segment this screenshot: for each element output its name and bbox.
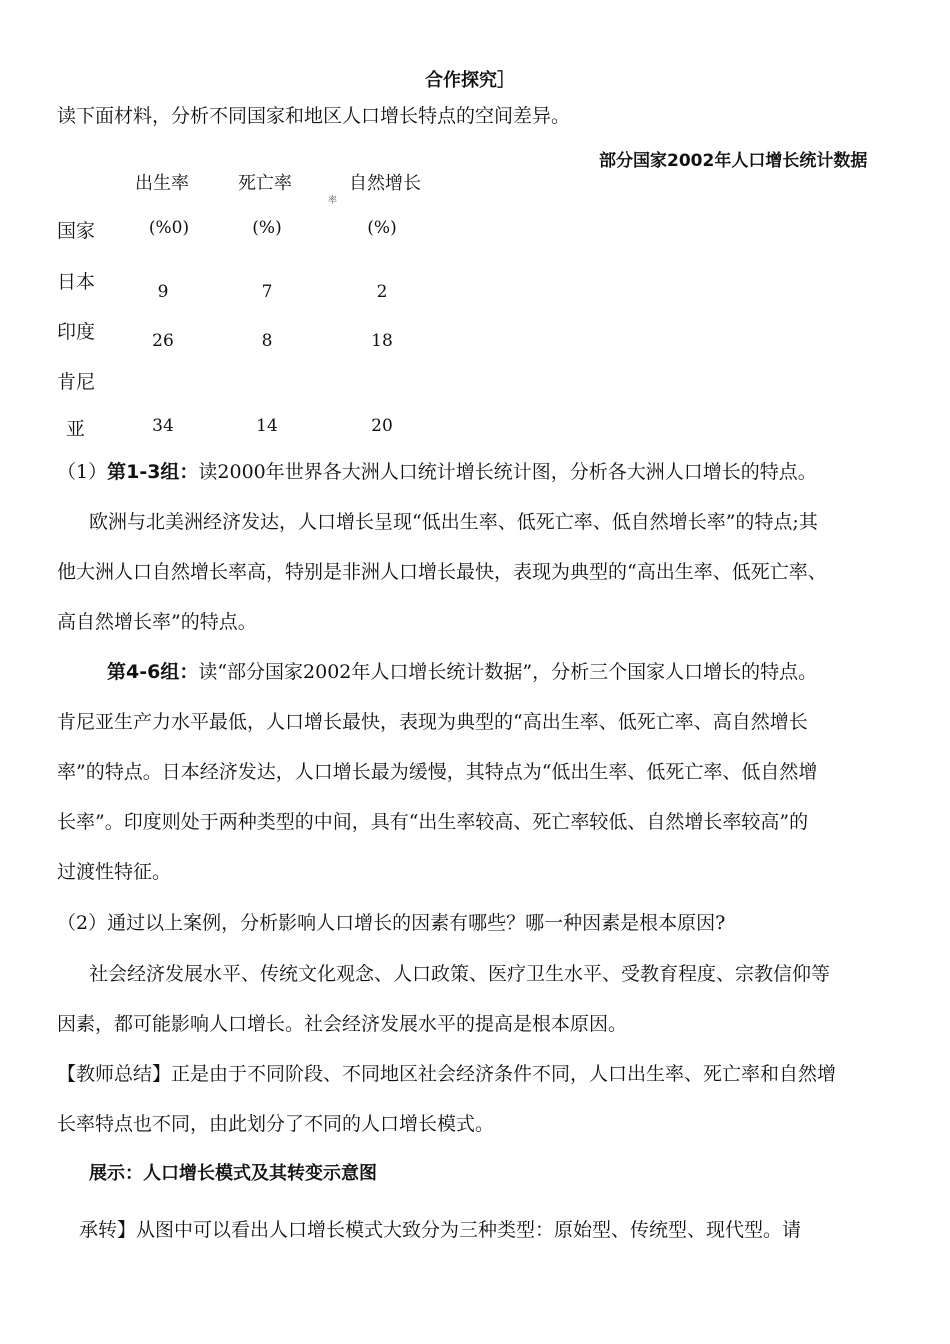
teacher-summary-line: 【教师总结】正是由于不同阶段、不同地区社会经济条件不同，人口出生率、死亡率和自然增: [57, 1063, 837, 1085]
unit-natural-growth: (%): [367, 218, 397, 238]
table-cell: 26: [152, 331, 174, 351]
question-1-number: （1）: [57, 461, 108, 483]
answer-2-line: 因素，都可能影响人口增长。社会经济发展水平的提高是根本原因。: [57, 1013, 628, 1035]
table-caption: 部分国家2002年人口增长统计数据: [599, 151, 868, 171]
question-1-text: 读2000年世界各大洲人口统计增长统计图，分析各大洲人口增长的特点。: [198, 461, 817, 483]
table-cell: 7: [261, 282, 273, 302]
answer-1b-line: 肯尼亚生产力水平最低，人口增长最快，表现为典型的“高出生率、低死亡率、高自然增长: [57, 711, 808, 733]
teacher-summary-line: 长率特点也不同，由此划分了不同的人口增长模式。: [57, 1113, 495, 1135]
question-1-group: 第1-3组：: [107, 461, 199, 483]
table-cell: 18: [371, 331, 393, 351]
col-header-birth-rate: 出生率: [135, 173, 189, 194]
display-heading: 展示：人口增长模式及其转变示意图: [89, 1163, 377, 1184]
country-kenya-part1: 肯尼: [57, 371, 96, 393]
answer-1-line: 他大洲人口自然增长率高，特别是非洲人口增长最快，表现为典型的“高出生率、低死亡率、: [57, 561, 827, 583]
answer-1b-line: 长率”。印度则处于两种类型的中间，具有“出生率较高、死亡率较低、自然增长率较高”的: [57, 811, 809, 833]
answer-1-line: 欧洲与北美洲经济发达，人口增长呈现“低出生率、低死亡率、低自然增长率”的特点;其: [89, 511, 818, 533]
question-2: （2）通过以上案例，分析影响人口增长的因素有哪些？哪一种因素是根本原因?: [57, 912, 726, 934]
answer-1-line: 高自然增长率”的特点。: [57, 611, 257, 633]
table-cell: 14: [256, 416, 278, 436]
question-1b-group: 第4-6组：: [107, 661, 199, 683]
table-cell: 2: [376, 282, 388, 302]
country-japan: 日本: [57, 271, 96, 293]
question-1: [57, 457, 817, 484]
row-header-label: 国家: [57, 220, 96, 242]
transition-text: 承转】从图中可以看出人口增长模式大致分为三种类型：原始型、传统型、现代型。请: [79, 1219, 802, 1241]
intro-text: 读下面材料，分析不同国家和地区人口增长特点的空间差异。: [57, 105, 571, 127]
unit-death-rate: (%): [252, 218, 282, 238]
question-1b: [107, 657, 817, 684]
stray-mark: 率: [328, 196, 338, 206]
table-cell: 34: [152, 416, 174, 436]
answer-1b-line: 过渡性特征。: [57, 861, 172, 883]
table-cell: 20: [371, 416, 393, 436]
question-1b-text: 读“部分国家2002年人口增长统计数据”，分析三个国家人口增长的特点。: [198, 661, 818, 683]
answer-2-line: 社会经济发展水平、传统文化观念、人口政策、医疗卫生水平、受教育程度、宗教信仰等: [89, 963, 831, 985]
section-heading: 合作探究］: [425, 70, 515, 91]
table-cell: 9: [157, 282, 169, 302]
answer-1b-line: 率”的特点。日本经济发达，人口增长最为缓慢，其特点为“低出生率、低死亡率、低自然增: [57, 761, 818, 783]
country-kenya-part2: 亚: [66, 418, 86, 440]
country-india: 印度: [57, 321, 96, 343]
unit-birth-rate: (%0): [148, 218, 190, 238]
col-header-death-rate: 死亡率: [238, 173, 292, 194]
col-header-natural-growth: 自然增长: [349, 173, 421, 194]
table-cell: 8: [261, 331, 273, 351]
